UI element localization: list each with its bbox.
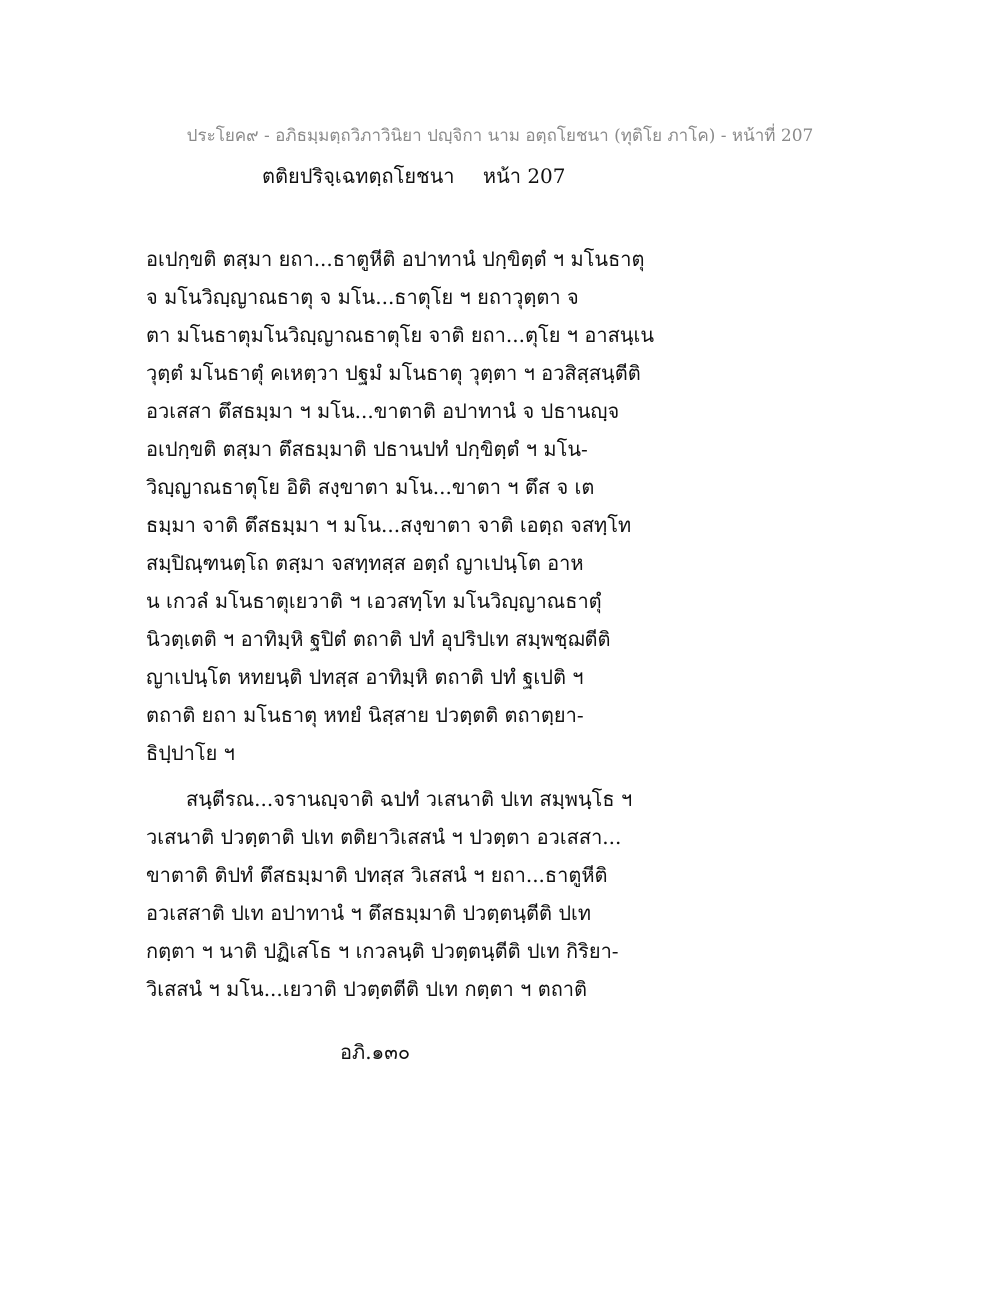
text-line: ธิปฺปาโย ฯ [146,741,235,765]
text-line: วิเสสนํ ฯ มโน...เยวาติ ปวตฺตตีติ ปเท กตฺตา ฯ ตถาติ [146,977,588,1001]
text-line: ขาตาติ ติปทํ ตึสธมฺมาติ ปทสฺส วิเสสนํ ฯ ยถา...ธาตูหีติ [146,863,608,887]
section-name: ตติยปริจฺเฉทตฺถโยชนา [262,164,455,188]
text-line: ธมฺมา จาติ ตึสธมฺมา ฯ มโน...สงฺขาตา จาติ เอตฺถ จสทฺโท [146,513,632,537]
text-line: อวเสสาติ ปเท อปาทานํ ฯ ตึสธมฺมาติ ปวตฺตนฺตีติ ปเท [146,901,592,925]
text-line: สนฺตีรณ...จรานญฺจาติ ฉปทํ วเสนาติ ปเท สมฺพนฺโธ ฯ [186,787,633,811]
paragraph-2 [146,780,646,1008]
text-line: น เกวลํ มโนธาตุเยวาติ ฯ เอวสทฺโท มโนวิญฺญาณธาตุํ [146,589,602,613]
body-text [146,240,654,1008]
paragraph-1 [146,240,654,772]
text-line: ตา มโนธาตุมโนวิญฺญาณธาตุโย จาติ ยถา...ตุโย ฯ อาสนฺเน [146,323,654,347]
page-number-label: หน้า 207 [482,164,566,188]
page-footer: อภิ.๑๓๐ [340,1040,411,1064]
section-title [262,160,566,192]
running-header: ประโยค๙ - อภิธมฺมตฺถวิภาวินิยา ปญฺจิกา นาม อตฺถโยชนา (ทุติโย ภาโค) - หน้าที่ 207 [186,126,814,146]
text-line: สมฺปิณฺฑนตฺโถ ตสฺมา จสทฺทสฺส อตฺถํ ญาเปนฺโต อาห [146,551,584,575]
text-line: ญาเปนฺโต หทยนฺติ ปทสฺส อาทิมฺหิ ตถาติ ปทํ ฐเปติ ฯ [146,665,584,689]
text-line: จ มโนวิญฺญาณธาตุ จ มโน...ธาตุโย ฯ ยถาวุตฺตา จ [146,285,579,309]
text-line: วุตฺตํ มโนธาตุํ คเหตฺวา ปฐมํ มโนธาตุ วุตฺตา ฯ อวสิสฺสนฺตีติ [146,361,641,385]
text-line: นิวตฺเตติ ฯ อาทิมฺหิ ฐปิตํ ตถาติ ปทํ อุปริปเท สมฺพชฺฌตีติ [146,627,611,651]
text-line: วเสนาติ ปวตฺตาติ ปเท ตติยาวิเสสนํ ฯ ปวตฺตา อวเสสา... [146,825,622,849]
text-line: วิญฺญาณธาตุโย อิติ สงฺขาตา มโน...ขาตา ฯ ตึส จ เต [146,475,595,499]
text-line: กตฺตา ฯ นาติ ปฏิเสโธ ฯ เกวลนฺติ ปวตฺตนฺตีติ ปเท กิริยา- [146,939,619,963]
text-line: อวเสสา ตึสธมฺมา ฯ มโน...ขาตาติ อปาทานํ จ ปธานญฺจ [146,399,620,423]
paragraph-gap [146,772,646,780]
text-line: อเปกฺขติ ตสฺมา ยถา...ธาตูหีติ อปาทานํ ปกฺขิตฺตํ ฯ มโนธาตุ [146,247,645,271]
text-line: ตถาติ ยถา มโนธาตุ หทยํ นิสฺสาย ปวตฺตติ ตถาตฺยา- [146,703,584,727]
text-line: อเปกฺขติ ตสฺมา ตึสธมฺมาติ ปธานปทํ ปกฺขิตฺตํ ฯ มโน- [146,437,588,461]
